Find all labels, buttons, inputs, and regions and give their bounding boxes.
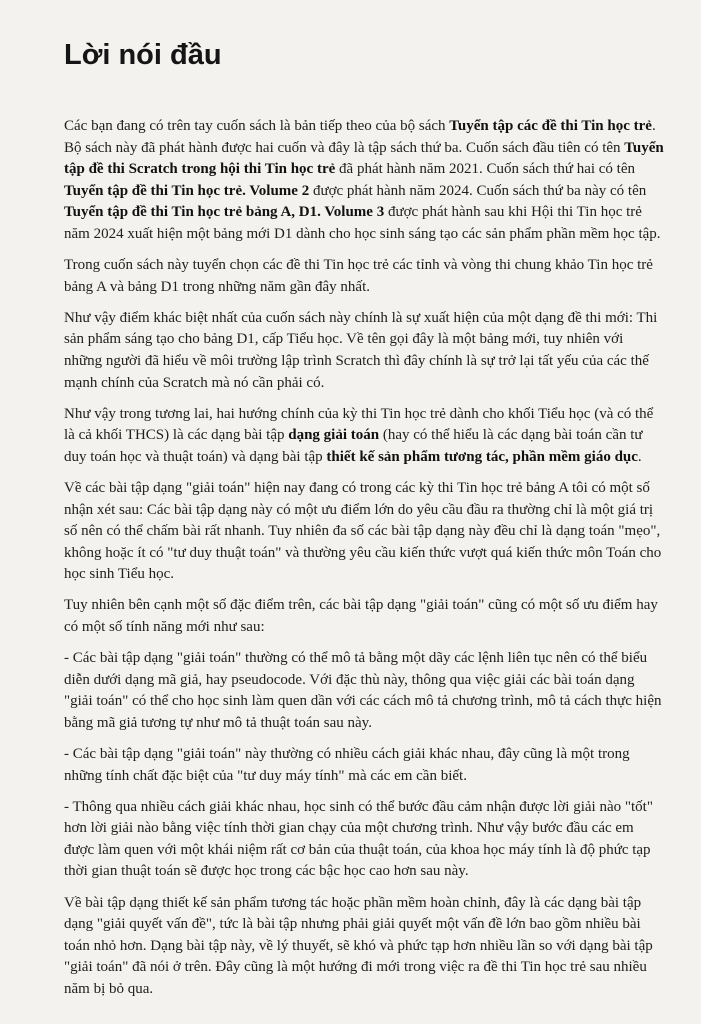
text-run: Như vậy trong tương lai, hai hướng chính của kỳ thi Tin học trẻ dành cho khối Tiểu học (và có thể là cả khối THCS) là các dạng bài tập — [64, 405, 654, 444]
text-run: Các bạn đang có trên tay cuốn sách là bản tiếp theo của bộ sách — [64, 118, 450, 134]
text-run: (hay có thể hiểu là các dạng bài toán cần tư duy toán học và thuật toán) và dạng bài tập — [64, 427, 643, 465]
paragraph — [64, 116, 665, 246]
bold-text: Tuyển tập đề thi Tin học trẻ. Volume 2 — [64, 182, 310, 199]
paragraph — [64, 893, 665, 1001]
paragraph — [64, 648, 665, 734]
paragraph — [64, 797, 665, 883]
bold-text: Tuyển tập đề thi Tin học trẻ bảng A, D1. Volume 3 — [64, 204, 385, 221]
paragraph — [64, 308, 665, 394]
text-run: - Các bài tập dạng "giải toán" thường có thể mô tả bằng một dãy các lệnh liên tục nên có thể biểu diễn dưới dạng mã giả, hay pseudocode. Với đặc thù này, thông qua việc giải các bài toán dạng "giải toán" có thể cho học sinh làm quen dần với các cách mô tả chương trình, mô tả cách thực hiện bằng mã giả tương tự như mô tả thuật toán sau này. — [64, 650, 662, 731]
text-run: - Thông qua nhiều cách giải khác nhau, học sinh có thể bước đầu cảm nhận được lời giải nào "tốt" hơn lời giải nào bằng việc tính thời gian chạy của một chương trình. Như vậy bước đầu các em được làm quen với một khái niệm rất cơ bản của thuật toán, của khoa học máy tính là độ phức tạp thời gian thuật toán sẽ được học trong các bậc học cao hơn sau này. — [64, 798, 653, 880]
text-run: đã phát hành năm 2021. Cuốn sách thứ hai có tên — [335, 161, 636, 178]
bold-text: Tuyển tập đề thi Scratch trong hội thi Tin học trẻ — [64, 139, 664, 178]
text-run: Về các bài tập dạng "giải toán" hiện nay đang có trong các kỳ thi Tin học trẻ bảng A tôi có một số nhận xét sau: Các bài tập dạng này có một ưu điểm lớn do yêu cầu đầu ra thường chỉ là một giá trị số nên có thể chấm bài rất nhanh. Tuy nhiên đa số các bài tập dạng này đều chỉ là dạng toán "mẹo", không hoặc ít có "tư duy thuật toán" và thường yêu cầu kiến thức vượt quá kiến thức môn Toán cho học sinh Tiểu học. — [64, 479, 662, 583]
paragraph — [64, 478, 665, 586]
text-run: - Các bài tập dạng "giải toán" này thường có nhiều cách giải khác nhau, đây cũng là một trong những tính chất đặc biệt của "tư duy máy tính" mà các em cần biết. — [64, 745, 630, 784]
paragraph — [64, 255, 665, 298]
text-run: Trong cuốn sách này tuyển chọn các đề thi Tin học trẻ các tỉnh và vòng thi chung khảo Tin học trẻ bảng A và bảng D1 trong những năm gần đây nhất. — [64, 257, 653, 295]
text-run: Tuy nhiên bên cạnh một số đặc điểm trên, các bài tập dạng "giải toán" cũng có một số ưu điểm hay có một số tính năng mới như sau: — [64, 597, 658, 635]
page-title: Lời nói đầu — [64, 39, 222, 71]
paragraph — [64, 595, 665, 638]
bold-text: thiết kế sản phẩm tương tác, phần mềm giáo dục — [326, 448, 638, 465]
text-run: . Bộ sách này đã phát hành được hai cuốn và đây là tập sách thứ ba. Cuốn sách đầu tiên có tên — [64, 118, 656, 156]
text-run: Về bài tập dạng thiết kế sản phẩm tương tác hoặc phần mềm hoàn chỉnh, đây là các dạng bài tập dạng "giải quyết vấn đề", tức là bài tập nhưng phải giải quyết một vấn đề lớn bao gồm nhiều bài toán nhỏ hơn. Dạng bài tập này, về lý thuyết, sẽ khó và phức tạp hơn nhiều lần so với dạng bài tập "giải toán" đã nói ở trên. Đây cũng là một hướng đi mới trong việc ra đề thi Tin học trẻ sau nhiều năm bị bỏ qua. — [64, 894, 653, 997]
bold-text: Tuyển tập các đề thi Tin học trẻ — [449, 118, 652, 134]
paragraph — [64, 404, 665, 469]
text-run: . — [637, 448, 642, 465]
paragraph — [64, 744, 665, 787]
text-run: Như vậy điểm khác biệt nhất của cuốn sách này chính là sự xuất hiện của một dạng đề thi mới: Thi sản phẩm sáng tạo cho bảng D1, cấp Tiểu học. Về tên gọi đây là một bảng mới, tuy nhiên với những người đã hiểu về môi trường lập trình Scratch thì đây chính là sự trở lại tất yếu của các thế mạnh chính của Scratch mà nó cần phải có. — [64, 309, 658, 391]
bold-text: dạng giải toán — [288, 427, 380, 444]
text-run: được phát hành sau khi Hội thi Tin học trẻ năm 2024 xuất hiện một bảng mới D1 dành cho học sinh sáng tạo các sản phẩm phần mềm học tập. — [64, 204, 661, 242]
text-run: được phát hành năm 2024. Cuốn sách thứ ba này có tên — [309, 182, 647, 199]
